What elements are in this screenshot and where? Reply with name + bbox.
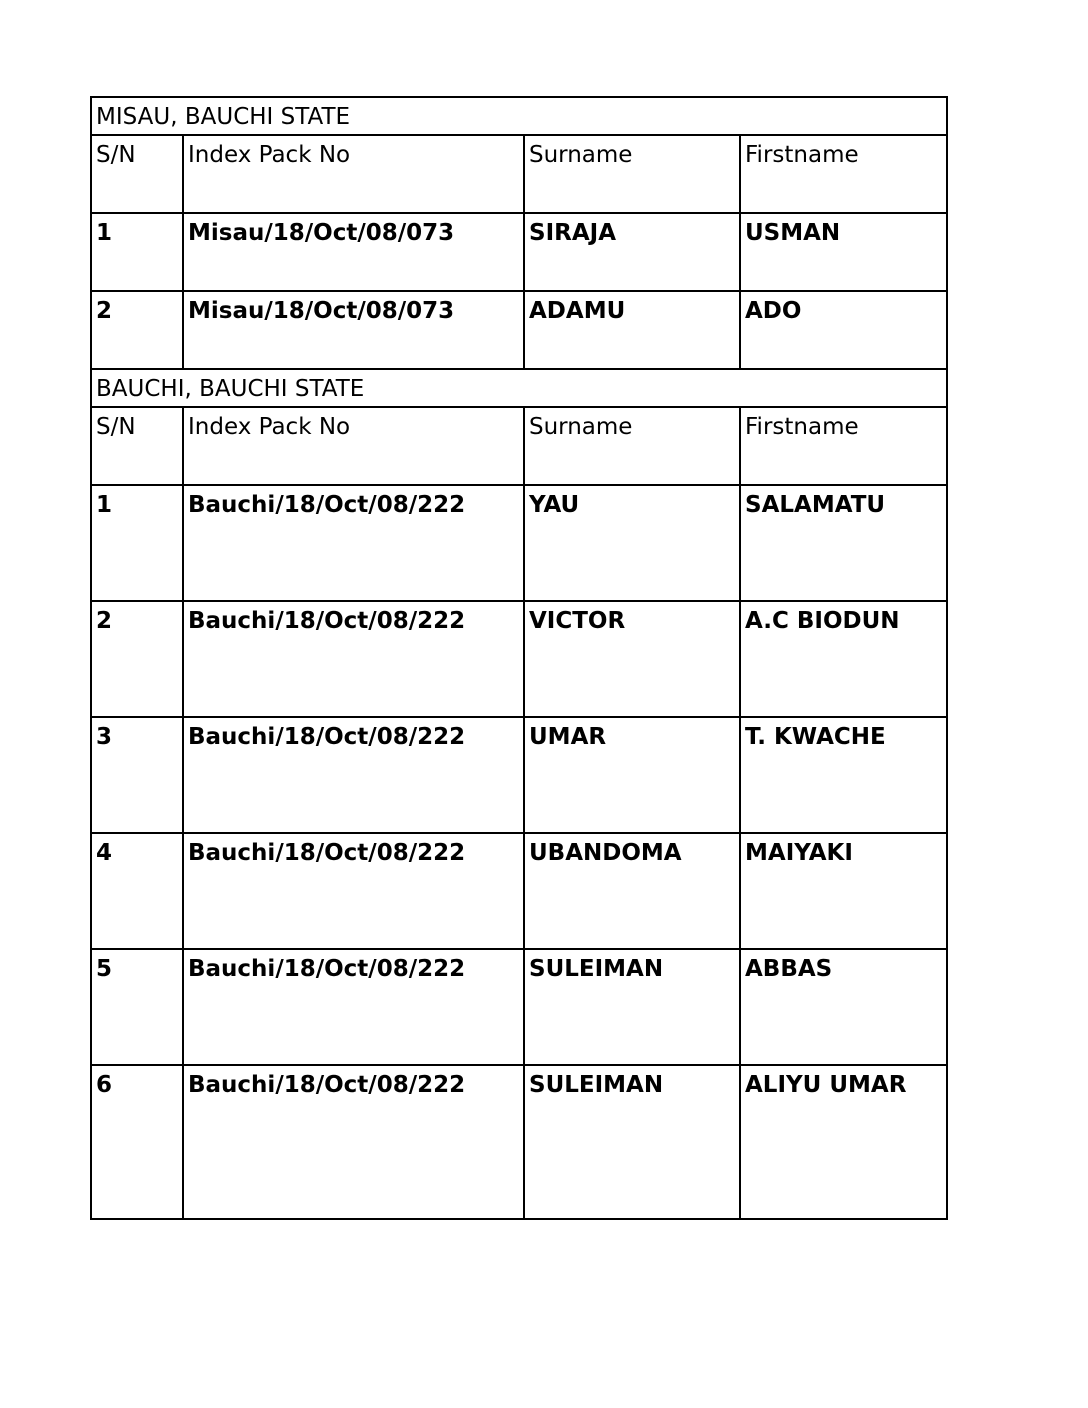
col-header-surname: Surname bbox=[524, 407, 740, 485]
cell-surname: VICTOR bbox=[524, 601, 740, 717]
cell-firstname: USMAN bbox=[740, 213, 947, 291]
section-title-row bbox=[91, 369, 947, 407]
cell-index: Bauchi/18/Oct/08/222 bbox=[183, 717, 524, 833]
col-header-firstname: Firstname bbox=[740, 407, 947, 485]
cell-firstname: ABBAS bbox=[740, 949, 947, 1065]
cell-surname: UBANDOMA bbox=[524, 833, 740, 949]
cell-index: Bauchi/18/Oct/08/222 bbox=[183, 485, 524, 601]
cell-firstname: SALAMATU bbox=[740, 485, 947, 601]
table-row bbox=[91, 717, 947, 833]
table-row bbox=[91, 485, 947, 601]
table-row bbox=[91, 1065, 947, 1219]
cell-index: Bauchi/18/Oct/08/222 bbox=[183, 601, 524, 717]
cell-sn: 4 bbox=[91, 833, 183, 949]
cell-index: Misau/18/Oct/08/073 bbox=[183, 291, 524, 369]
cell-sn: 1 bbox=[91, 485, 183, 601]
section-title: BAUCHI, BAUCHI STATE bbox=[91, 369, 947, 407]
candidate-table bbox=[90, 96, 948, 1220]
cell-surname: SULEIMAN bbox=[524, 1065, 740, 1219]
cell-firstname: ALIYU UMAR bbox=[740, 1065, 947, 1219]
cell-sn: 2 bbox=[91, 291, 183, 369]
cell-sn: 3 bbox=[91, 717, 183, 833]
col-header-firstname: Firstname bbox=[740, 135, 947, 213]
cell-index: Misau/18/Oct/08/073 bbox=[183, 213, 524, 291]
col-header-index: Index Pack No bbox=[183, 135, 524, 213]
cell-firstname: T. KWACHE bbox=[740, 717, 947, 833]
table-row bbox=[91, 291, 947, 369]
section-title-row bbox=[91, 97, 947, 135]
cell-surname: UMAR bbox=[524, 717, 740, 833]
col-header-surname: Surname bbox=[524, 135, 740, 213]
table-row bbox=[91, 601, 947, 717]
cell-index: Bauchi/18/Oct/08/222 bbox=[183, 833, 524, 949]
header-row bbox=[91, 407, 947, 485]
cell-sn: 6 bbox=[91, 1065, 183, 1219]
section-title: MISAU, BAUCHI STATE bbox=[91, 97, 947, 135]
col-header-sn: S/N bbox=[91, 407, 183, 485]
table-row bbox=[91, 833, 947, 949]
col-header-sn: S/N bbox=[91, 135, 183, 213]
cell-sn: 1 bbox=[91, 213, 183, 291]
cell-index: Bauchi/18/Oct/08/222 bbox=[183, 1065, 524, 1219]
cell-surname: SIRAJA bbox=[524, 213, 740, 291]
cell-firstname: MAIYAKI bbox=[740, 833, 947, 949]
cell-firstname: A.C BIODUN bbox=[740, 601, 947, 717]
cell-surname: SULEIMAN bbox=[524, 949, 740, 1065]
cell-surname: ADAMU bbox=[524, 291, 740, 369]
cell-sn: 5 bbox=[91, 949, 183, 1065]
cell-sn: 2 bbox=[91, 601, 183, 717]
cell-surname: YAU bbox=[524, 485, 740, 601]
table-row bbox=[91, 949, 947, 1065]
cell-index: Bauchi/18/Oct/08/222 bbox=[183, 949, 524, 1065]
table-row bbox=[91, 213, 947, 291]
header-row bbox=[91, 135, 947, 213]
col-header-index: Index Pack No bbox=[183, 407, 524, 485]
cell-firstname: ADO bbox=[740, 291, 947, 369]
